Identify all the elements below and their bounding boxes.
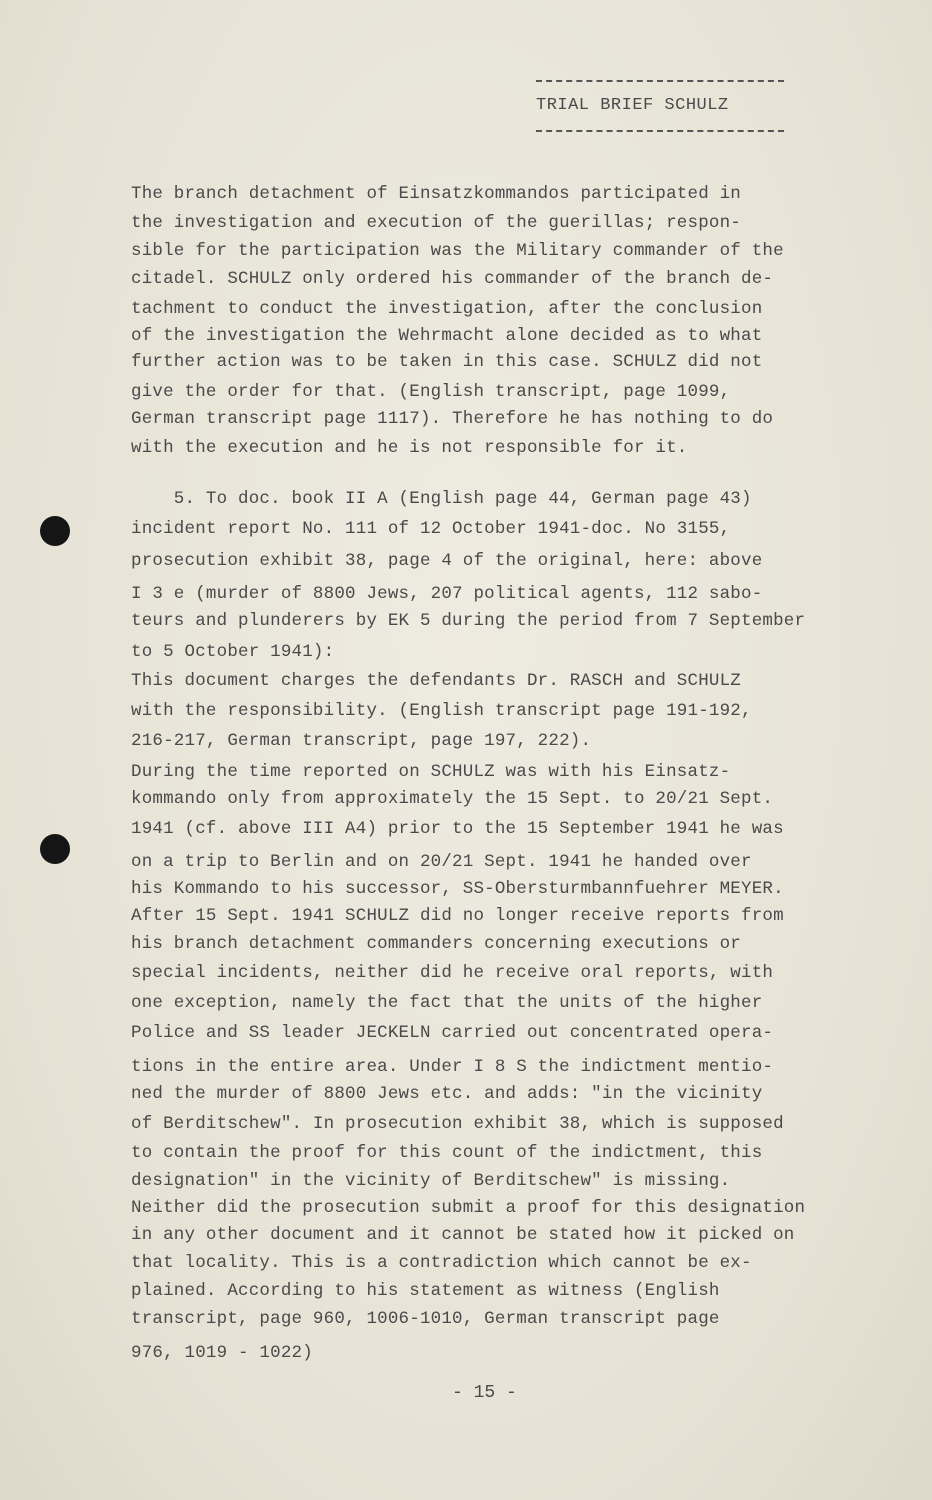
text-line: Police and SS leader JECKELN carried out concentrated opera-	[131, 1023, 774, 1043]
text-line: teurs and plunderers by EK 5 during the period from 7 September	[131, 611, 806, 631]
text-line: plained. According to his statement as witness (English	[131, 1281, 720, 1301]
text-line: transcript, page 960, 1006-1010, German transcript page	[131, 1309, 720, 1329]
text-line: the investigation and execution of the guerillas; respon-	[131, 213, 741, 233]
text-line: that locality. This is a contradiction which cannot be ex-	[131, 1253, 752, 1273]
header-top-rule	[536, 80, 784, 82]
text-line: incident report No. 111 of 12 October 1941-doc. No 3155,	[131, 519, 731, 539]
text-line: further action was to be taken in this case. SCHULZ did not	[131, 352, 763, 372]
text-line: designation" in the vicinity of Berditschew" is missing.	[131, 1171, 731, 1191]
text-line: I 3 e (murder of 8800 Jews, 207 political agents, 112 sabo-	[131, 584, 763, 604]
text-line: tions in the entire area. Under I 8 S the indictment mentio-	[131, 1057, 774, 1077]
text-line: give the order for that. (English transcript, page 1099,	[131, 382, 731, 402]
text-line: special incidents, neither did he receive oral reports, with	[131, 963, 774, 983]
text-line: prosecution exhibit 38, page 4 of the original, here: above	[131, 551, 763, 571]
text-line: 5. To doc. book II A (English page 44, German page 43)	[131, 489, 752, 509]
text-line: his branch detachment commanders concerning executions or	[131, 934, 741, 954]
text-line: After 15 Sept. 1941 SCHULZ did no longer receive reports from	[131, 906, 784, 926]
text-line: 1941 (cf. above III A4) prior to the 15 September 1941 he was	[131, 819, 784, 839]
text-line: with the responsibility. (English transcript page 191-192,	[131, 701, 752, 721]
text-line: 976, 1019 - 1022)	[131, 1343, 313, 1363]
text-line: of the investigation the Wehrmacht alone decided as to what	[131, 326, 763, 346]
text-line: on a trip to Berlin and on 20/21 Sept. 1941 he handed over	[131, 852, 752, 872]
text-line: German transcript page 1117). Therefore he has nothing to do	[131, 409, 774, 429]
text-line: kommando only from approximately the 15 Sept. to 20/21 Sept.	[131, 789, 774, 809]
text-line: with the execution and he is not responsible for it.	[131, 438, 688, 458]
text-line: The branch detachment of Einsatzkommandos participated in	[131, 184, 741, 204]
punch-hole	[40, 516, 70, 546]
text-line: 216-217, German transcript, page 197, 222).	[131, 731, 592, 751]
text-line: citadel. SCHULZ only ordered his commander of the branch de-	[131, 269, 774, 289]
text-line: Neither did the prosecution submit a proof for this designation	[131, 1198, 806, 1218]
text-line: tachment to conduct the investigation, after the conclusion	[131, 299, 763, 319]
text-line: to contain the proof for this count of the indictment, this	[131, 1143, 763, 1163]
text-line: sible for the participation was the Military commander of the	[131, 241, 784, 261]
punch-hole	[40, 834, 70, 864]
text-line: to 5 October 1941):	[131, 642, 335, 662]
text-line: During the time reported on SCHULZ was with his Einsatz-	[131, 762, 731, 782]
document-title: TRIAL BRIEF SCHULZ	[536, 96, 729, 115]
text-line: of Berditschew". In prosecution exhibit 38, which is supposed	[131, 1114, 784, 1134]
page-number: - 15 -	[452, 1383, 517, 1403]
text-line: ned the murder of 8800 Jews etc. and adds: "in the vicinity	[131, 1084, 763, 1104]
text-line: one exception, namely the fact that the units of the higher	[131, 993, 763, 1013]
text-line: in any other document and it cannot be stated how it picked on	[131, 1225, 795, 1245]
text-line: This document charges the defendants Dr. RASCH and SCHULZ	[131, 671, 741, 691]
text-line: his Kommando to his successor, SS-Obersturmbannfuehrer MEYER.	[131, 879, 784, 899]
header-bottom-rule	[536, 130, 784, 132]
